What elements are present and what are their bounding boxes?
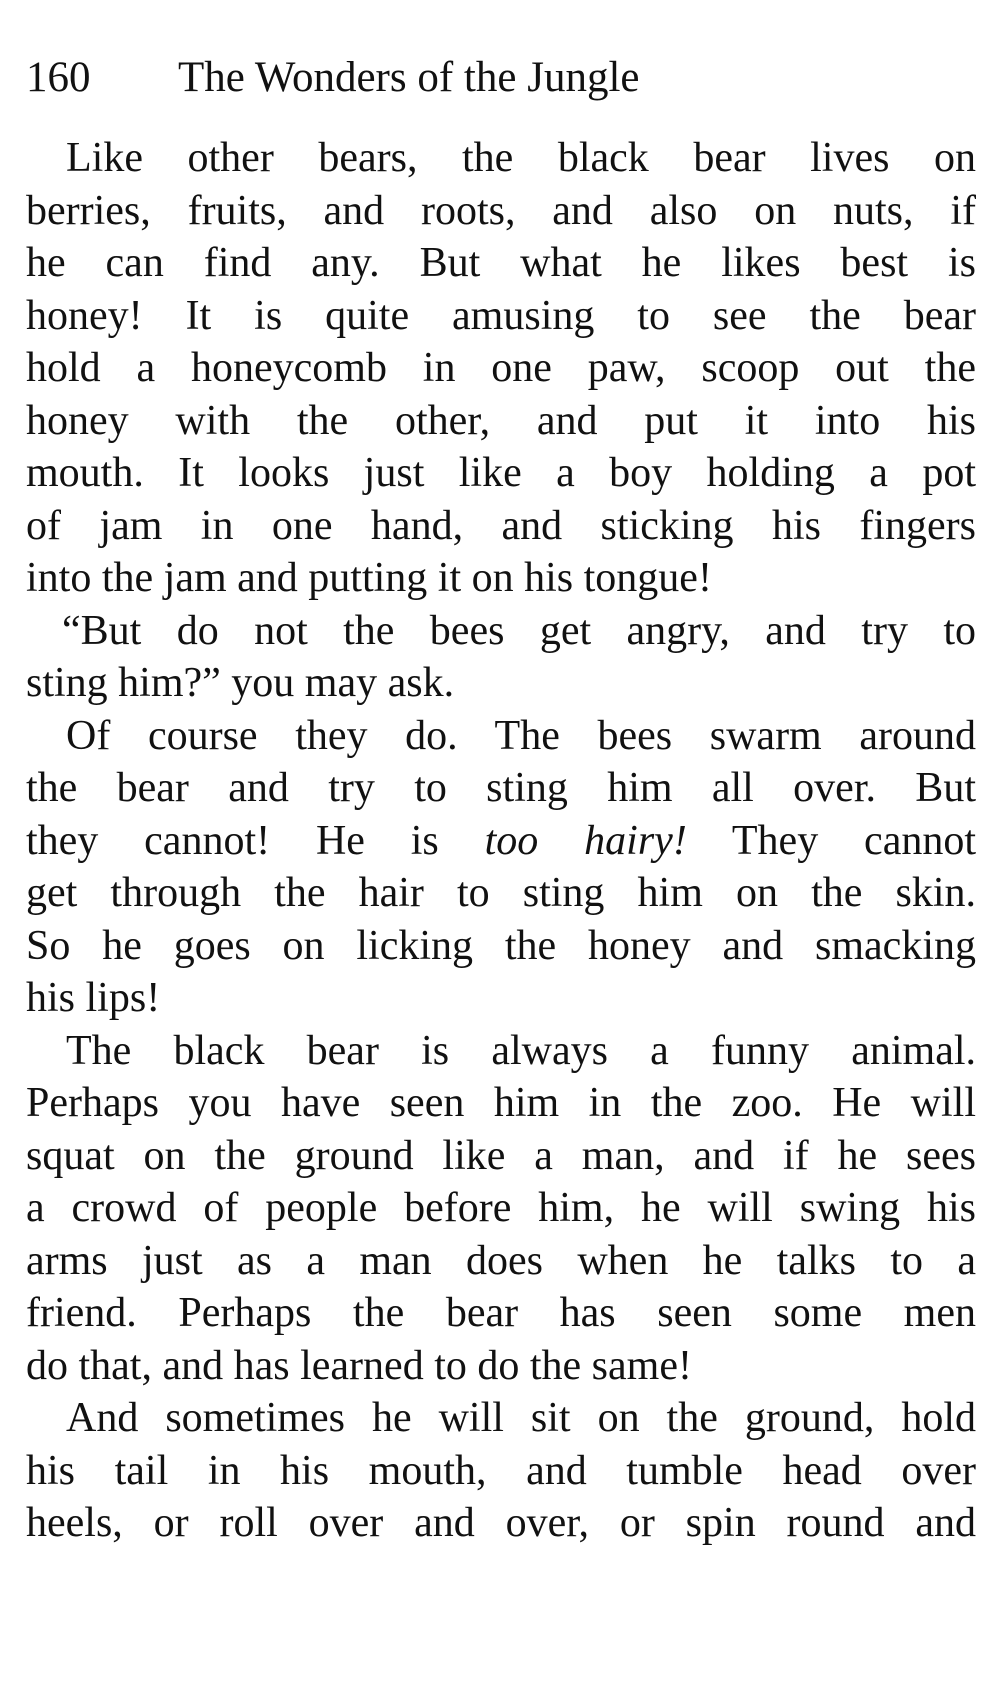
text-line: into the jam and putting it on his tongue! xyxy=(26,555,712,601)
text-line: a crowd of people before him, he will swing his xyxy=(26,1185,976,1231)
text-line: his tail in his mouth, and tumble head over xyxy=(26,1447,976,1494)
text-line: his lips! xyxy=(26,975,161,1021)
page-number: 160 xyxy=(26,54,91,101)
text-line: the bear and try to sting him all over. But xyxy=(26,765,976,811)
text-span: They cannot xyxy=(686,817,976,864)
text-line: friend. Perhaps the bear has seen some men xyxy=(26,1290,976,1336)
paragraph-3 xyxy=(26,710,976,1025)
running-title: The Wonders of the Jungle xyxy=(178,54,640,101)
text-line: mouth. It looks just like a boy holding a pot xyxy=(26,450,976,496)
text-line: do that, and has learned to do the same! xyxy=(26,1342,692,1389)
text-span: they cannot! He is xyxy=(26,817,485,864)
text-line: So he goes on licking the honey and smacking xyxy=(26,922,976,969)
text-line: “But do not the bees get angry, and try to xyxy=(62,607,976,654)
body-text xyxy=(26,132,976,1550)
text-line: get through the hair to sting him on the skin. xyxy=(26,870,976,916)
paragraph-5 xyxy=(26,1392,976,1550)
italic-emphasis: too hairy! xyxy=(484,817,687,864)
running-head xyxy=(26,48,639,108)
text-line-with-italic xyxy=(26,815,976,868)
text-line: And sometimes he will sit on the ground, hold xyxy=(66,1395,976,1441)
book-page xyxy=(26,0,976,1699)
text-line: of jam in one hand, and sticking his fingers xyxy=(26,502,976,549)
text-line: sting him?” you may ask. xyxy=(26,660,455,706)
text-line: Like other bears, the black bear lives on xyxy=(66,135,976,181)
text-line: berries, fruits, and roots, and also on nuts, if xyxy=(26,187,976,234)
text-line: squat on the ground like a man, and if he sees xyxy=(26,1132,976,1179)
text-line: honey! It is quite amusing to see the bear xyxy=(26,292,976,339)
text-line: arms just as a man does when he talks to a xyxy=(26,1237,976,1284)
text-line: heels, or roll over and over, or spin round and xyxy=(26,1500,976,1546)
text-line: he can find any. But what he likes best is xyxy=(26,240,976,286)
text-line: honey with the other, and put it into his xyxy=(26,397,976,444)
paragraph-1 xyxy=(26,132,976,605)
text-line: The black bear is always a funny animal. xyxy=(66,1027,976,1074)
text-line: Of course they do. The bees swarm around xyxy=(66,712,976,759)
text-line: Perhaps you have seen him in the zoo. He will xyxy=(26,1080,976,1126)
paragraph-4 xyxy=(26,1025,976,1393)
paragraph-2 xyxy=(26,605,976,710)
text-line: hold a honeycomb in one paw, scoop out the xyxy=(26,345,976,391)
